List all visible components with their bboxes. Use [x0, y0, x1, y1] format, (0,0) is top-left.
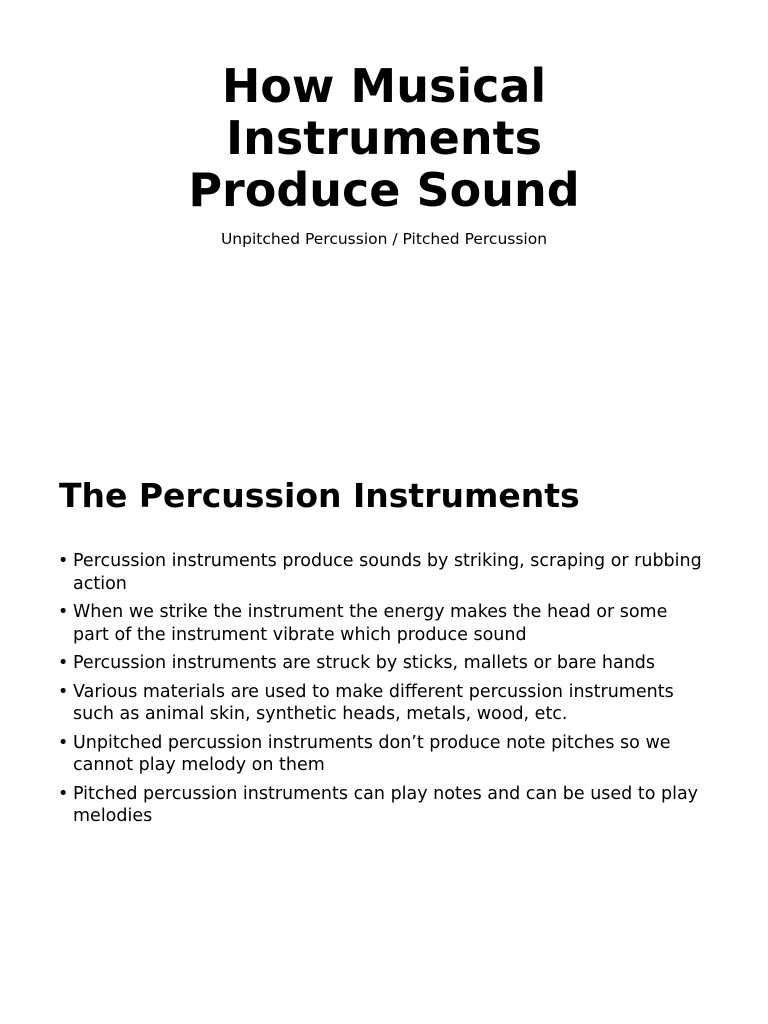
- content-slide: [0, 420, 768, 1024]
- bullet-icon: •: [58, 602, 69, 622]
- bullet-item: [58, 732, 708, 777]
- bullet-item: [58, 681, 708, 726]
- subtitle: Unpitched Percussion / Pitched Percussion: [220, 230, 548, 248]
- bullet-item: [58, 601, 708, 646]
- main-title-line-2: Instruments: [226, 111, 542, 165]
- section-title: The Percussion Instruments: [59, 476, 580, 515]
- bullet-icon: •: [58, 551, 69, 571]
- bullet-icon: •: [58, 783, 69, 804]
- bullet-item: [58, 550, 708, 595]
- main-title-line-3: Produce Sound: [188, 163, 580, 217]
- bullet-list: [58, 550, 708, 834]
- title-slide: [0, 0, 768, 420]
- bullet-icon: •: [58, 732, 69, 753]
- bullet-icon: •: [58, 653, 69, 673]
- main-title: [0, 60, 768, 216]
- main-title-line-1: How Musical: [221, 59, 547, 113]
- bullet-text: Various materials are used to make different percussion instruments such as animal skin, synthetic heads, metals, wood, etc.: [73, 681, 674, 724]
- bullet-text: When we strike the instrument the energy makes the head or some part of the instrument vibrate which produce sound: [73, 602, 668, 645]
- bullet-icon: •: [58, 681, 69, 702]
- bullet-text: Unpitched percussion instruments don’t produce note pitches so we cannot play melody on them: [73, 732, 671, 775]
- bullet-text: Percussion instruments produce sounds by striking, scraping or rubbing action: [73, 551, 702, 594]
- bullet-item: [58, 652, 708, 675]
- bullet-item: [58, 783, 708, 828]
- bullet-text: Pitched percussion instruments can play notes and can be used to play melodies: [73, 783, 699, 826]
- bullet-text: Percussion instruments are struck by sticks, mallets or bare hands: [73, 653, 656, 673]
